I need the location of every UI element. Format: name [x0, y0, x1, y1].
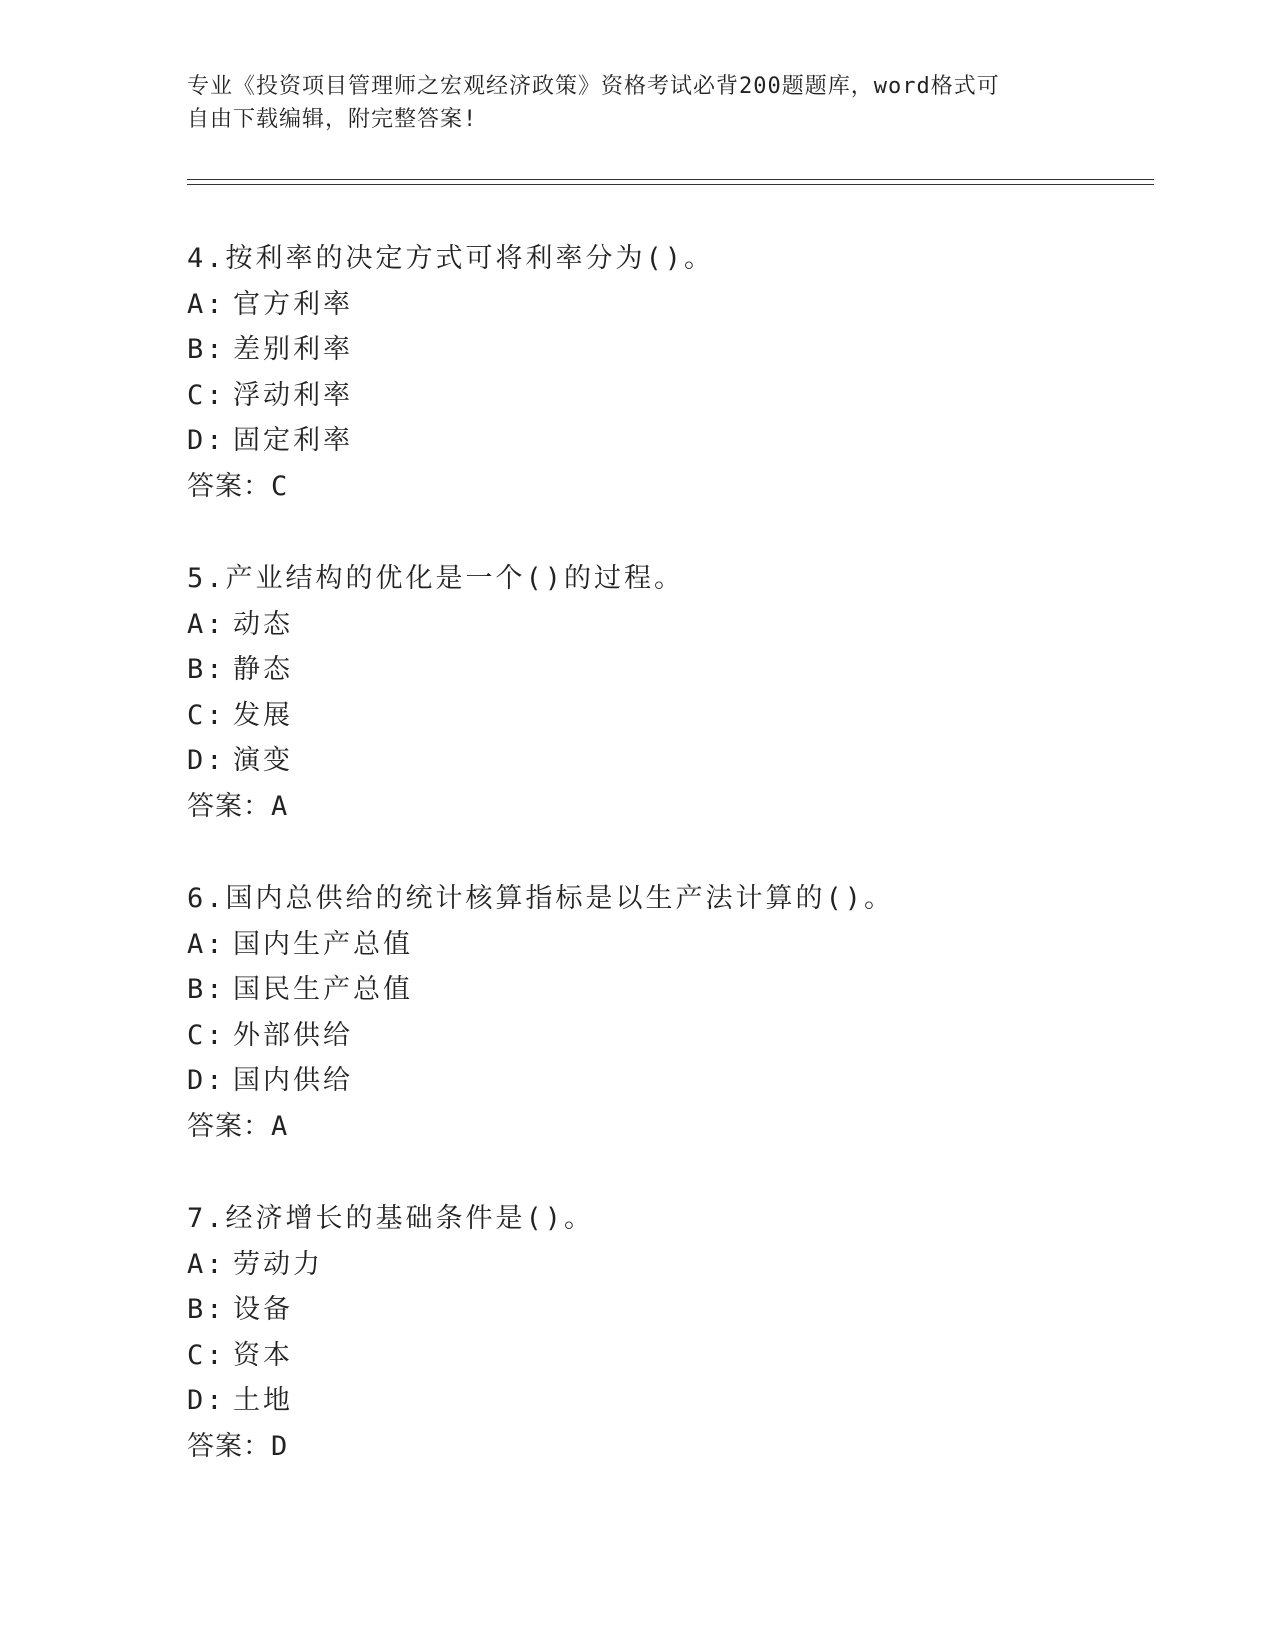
option-letter: A: [187, 928, 226, 960]
question-block [187, 556, 1147, 829]
option-d [187, 738, 1147, 784]
question-block [187, 876, 1147, 1149]
option-letter: B: [187, 334, 226, 365]
option-text: 发展 [233, 699, 293, 731]
option-text: 固定利率 [233, 425, 353, 456]
option-letter: D: [187, 425, 226, 456]
option-b [187, 1287, 1147, 1333]
option-letter: A: [187, 608, 226, 640]
option-c [187, 693, 1147, 739]
option-text: 差别利率 [233, 334, 353, 365]
option-d [187, 418, 1147, 464]
option-letter: B: [187, 1294, 226, 1325]
option-letter: C: [187, 699, 226, 731]
option-letter: A: [187, 1248, 226, 1280]
answer-line: 答案：A [187, 1110, 289, 1142]
option-letter: C: [187, 1019, 226, 1051]
answer-line: 答案：C [187, 470, 289, 502]
option-letter: C: [187, 1339, 226, 1371]
option-text: 演变 [233, 745, 293, 776]
option-a [187, 922, 1147, 968]
question-block [187, 1196, 1147, 1469]
option-text: 国内生产总值 [233, 928, 413, 960]
option-text: 外部供给 [233, 1019, 353, 1051]
option-letter: D: [187, 1065, 226, 1096]
option-text: 国民生产总值 [233, 974, 413, 1005]
option-d [187, 1378, 1147, 1424]
option-d [187, 1058, 1147, 1104]
option-text: 劳动力 [233, 1248, 323, 1280]
question-block [187, 236, 1147, 509]
option-text: 浮动利率 [233, 379, 353, 411]
question-stem: 4.按利率的决定方式可将利率分为()。 [187, 243, 715, 274]
option-letter: C: [187, 379, 226, 411]
option-text: 官方利率 [233, 288, 353, 320]
option-text: 静态 [233, 654, 293, 685]
option-b [187, 647, 1147, 693]
option-text: 资本 [233, 1339, 293, 1371]
option-c [187, 373, 1147, 419]
header-divider-top [187, 179, 1154, 180]
option-letter: D: [187, 745, 226, 776]
answer-line: 答案：D [187, 1430, 289, 1462]
answer-line: 答案：A [187, 790, 289, 822]
option-letter: B: [187, 974, 226, 1005]
question-stem: 5.产业结构的优化是一个()的过程。 [187, 563, 685, 594]
option-letter: D: [187, 1385, 226, 1416]
option-c [187, 1013, 1147, 1059]
option-b [187, 967, 1147, 1013]
header-divider-bottom [187, 184, 1154, 185]
document-header [187, 70, 1087, 136]
header-line-2: 自由下载编辑，附完整答案! [187, 107, 478, 132]
question-stem: 6.国内总供给的统计核算指标是以生产法计算的()。 [187, 883, 895, 914]
option-text: 设备 [233, 1294, 293, 1325]
option-text: 动态 [233, 608, 293, 640]
option-a [187, 602, 1147, 648]
option-letter: A: [187, 288, 226, 320]
option-text: 土地 [233, 1385, 293, 1416]
option-b [187, 327, 1147, 373]
option-a [187, 1242, 1147, 1288]
option-text: 国内供给 [233, 1065, 353, 1096]
header-line-1: 专业《投资项目管理师之宏观经济政策》资格考试必背200题题库，word格式可 [187, 74, 1000, 99]
question-stem: 7.经济增长的基础条件是()。 [187, 1203, 595, 1234]
option-c [187, 1333, 1147, 1379]
option-letter: B: [187, 654, 226, 685]
option-a [187, 282, 1147, 328]
